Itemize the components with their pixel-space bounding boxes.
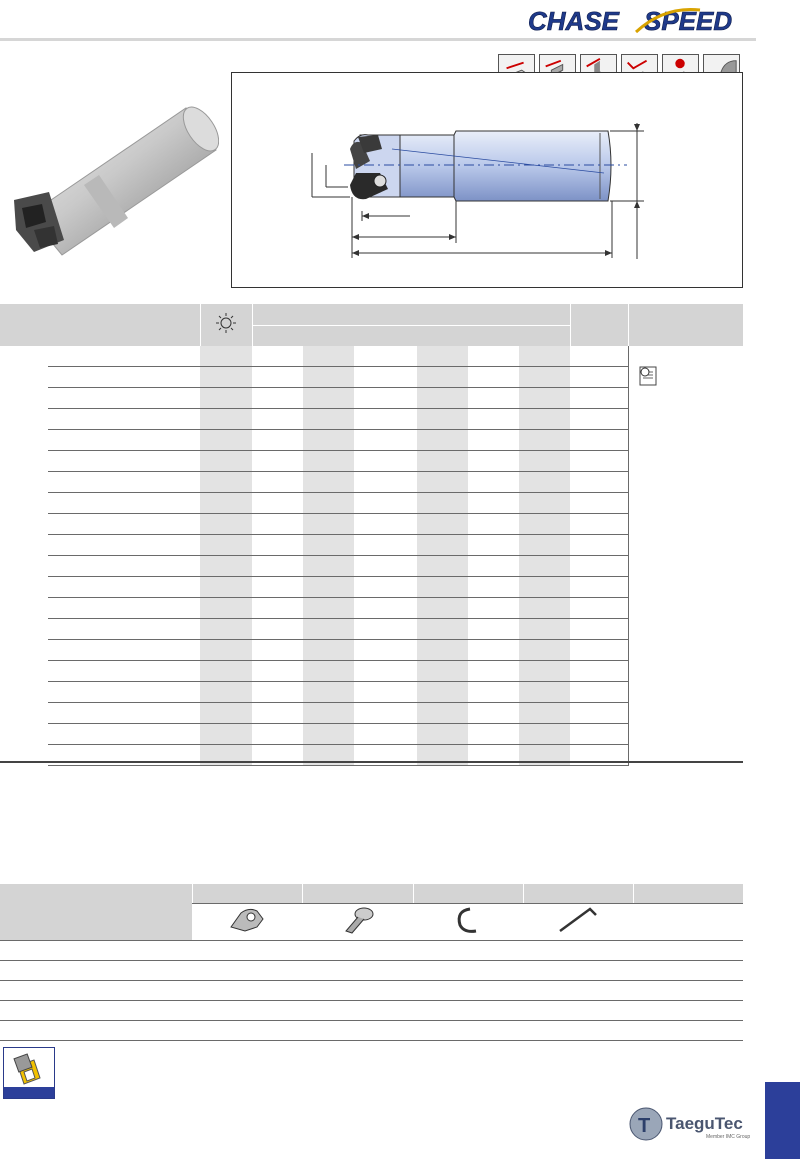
table-cell	[0, 661, 48, 682]
table-cell	[48, 451, 200, 472]
table-cell	[354, 535, 417, 556]
table-cell	[519, 682, 570, 703]
table-bottom-rule	[0, 761, 743, 763]
table-cell	[570, 346, 628, 367]
table-cell	[48, 514, 200, 535]
table-cell	[519, 724, 570, 745]
brand-part2: SPEED	[644, 6, 733, 36]
table-cell	[570, 640, 628, 661]
table-cell	[417, 535, 468, 556]
table-cell	[200, 388, 252, 409]
parts-cell	[633, 981, 743, 1001]
table-cell	[468, 556, 519, 577]
table-cell	[354, 472, 417, 493]
table-cell	[354, 346, 417, 367]
table-cell	[303, 346, 354, 367]
parts-cell	[413, 941, 523, 961]
table-cell	[48, 493, 200, 514]
spare-parts-table	[0, 884, 743, 1041]
ring-cell	[413, 904, 523, 941]
table-cell	[417, 367, 468, 388]
spec-table	[0, 304, 743, 766]
extra-cell	[633, 904, 743, 941]
parts-cell	[0, 961, 192, 981]
table-cell	[303, 640, 354, 661]
table-cell	[468, 535, 519, 556]
table-cell	[417, 577, 468, 598]
parts-cell	[302, 961, 413, 981]
table-cell	[303, 682, 354, 703]
parts-cell	[413, 981, 523, 1001]
table-cell	[48, 682, 200, 703]
table-cell	[200, 556, 252, 577]
table-cell	[417, 640, 468, 661]
table-cell	[519, 388, 570, 409]
spring-ring-icon	[448, 905, 488, 935]
table-cell	[468, 619, 519, 640]
parts-cell	[413, 961, 523, 981]
table-cell	[200, 682, 252, 703]
table-cell	[0, 556, 48, 577]
table-cell	[252, 577, 303, 598]
table-cell	[519, 598, 570, 619]
insert-note-icon	[4, 1048, 54, 1088]
parts-designation-header	[0, 884, 192, 941]
table-cell	[48, 535, 200, 556]
table-cell	[570, 661, 628, 682]
table-cell	[303, 619, 354, 640]
table-cell	[519, 367, 570, 388]
table-cell	[0, 577, 48, 598]
table-cell	[48, 367, 200, 388]
table-cell	[252, 661, 303, 682]
table-cell	[252, 472, 303, 493]
table-cell	[0, 367, 48, 388]
table-cell	[303, 703, 354, 724]
table-cell	[417, 451, 468, 472]
parts-cell	[0, 1001, 192, 1021]
parts-cell	[192, 1021, 302, 1041]
logo-text: TaeguTec	[666, 1114, 743, 1133]
logo-subtext: Member IMC Group	[706, 1134, 751, 1140]
table-cell	[570, 619, 628, 640]
table-cell	[0, 724, 48, 745]
table-cell	[303, 367, 354, 388]
table-cell	[252, 703, 303, 724]
dimension-diagram	[231, 72, 743, 288]
table-cell	[354, 451, 417, 472]
parts-cell	[523, 1001, 633, 1021]
table-cell	[48, 619, 200, 640]
table-cell	[48, 409, 200, 430]
table-cell	[252, 493, 303, 514]
table-cell	[519, 556, 570, 577]
screw-cell	[302, 904, 413, 941]
table-cell	[303, 472, 354, 493]
table-cell	[200, 367, 252, 388]
taegutec-logo	[628, 1106, 760, 1142]
brand-part1: CHASE	[528, 6, 620, 36]
table-cell	[519, 346, 570, 367]
table-cell	[0, 451, 48, 472]
table-cell	[303, 598, 354, 619]
insert-header	[628, 304, 743, 346]
parts-cell	[192, 961, 302, 981]
table-cell	[200, 346, 252, 367]
table-cell	[354, 409, 417, 430]
table-cell	[200, 661, 252, 682]
parts-cell	[302, 1001, 413, 1021]
table-cell	[252, 514, 303, 535]
table-cell	[468, 577, 519, 598]
table-cell	[519, 703, 570, 724]
table-cell	[570, 703, 628, 724]
table-cell	[200, 430, 252, 451]
table-cell	[200, 472, 252, 493]
table-cell	[417, 556, 468, 577]
table-cell	[354, 556, 417, 577]
parts-cell	[302, 1021, 413, 1041]
table-cell	[468, 724, 519, 745]
parts-cell	[633, 1001, 743, 1021]
table-cell	[570, 682, 628, 703]
table-cell	[200, 577, 252, 598]
table-cell	[200, 598, 252, 619]
table-cell	[48, 472, 200, 493]
table-cell	[303, 514, 354, 535]
table-cell	[303, 577, 354, 598]
table-cell	[417, 598, 468, 619]
end-mill-photo	[4, 100, 219, 260]
designation-header	[0, 304, 200, 346]
screw-icon	[338, 905, 378, 935]
table-cell	[468, 703, 519, 724]
table-cell	[570, 430, 628, 451]
parts-cell	[0, 941, 192, 961]
table-cell	[354, 598, 417, 619]
table-cell	[354, 640, 417, 661]
table-cell	[252, 346, 303, 367]
table-cell	[468, 388, 519, 409]
parts-cell	[413, 1021, 523, 1041]
table-cell	[570, 535, 628, 556]
table-cell	[570, 367, 628, 388]
table-cell	[0, 346, 48, 367]
parts-cell	[633, 941, 743, 961]
table-cell	[468, 367, 519, 388]
table-cell	[303, 724, 354, 745]
table-cell	[519, 472, 570, 493]
parts-cell	[633, 1021, 743, 1041]
table-cell	[417, 409, 468, 430]
clamp-cell	[192, 904, 302, 941]
table-cell	[519, 451, 570, 472]
table-cell	[303, 535, 354, 556]
table-cell	[200, 724, 252, 745]
table-cell	[570, 598, 628, 619]
table-cell	[417, 346, 468, 367]
table-cell	[0, 409, 48, 430]
brand-logo	[524, 4, 744, 36]
table-cell	[48, 640, 200, 661]
table-cell	[0, 388, 48, 409]
table-cell	[354, 619, 417, 640]
table-cell	[48, 703, 200, 724]
key-header	[523, 884, 633, 904]
table-cell	[0, 493, 48, 514]
table-cell	[417, 493, 468, 514]
table-cell	[303, 388, 354, 409]
table-cell	[252, 367, 303, 388]
parts-row	[0, 941, 743, 961]
table-cell	[354, 703, 417, 724]
table-cell	[519, 430, 570, 451]
table-cell	[252, 535, 303, 556]
parts-cell	[192, 981, 302, 1001]
table-cell	[570, 451, 628, 472]
table-cell	[303, 661, 354, 682]
insert-note-box	[3, 1047, 55, 1099]
table-cell	[354, 367, 417, 388]
table-cell	[468, 493, 519, 514]
table-cell	[570, 724, 628, 745]
table-cell	[417, 514, 468, 535]
table-cell	[200, 640, 252, 661]
table-cell	[570, 388, 628, 409]
table-cell	[519, 661, 570, 682]
table-cell	[519, 409, 570, 430]
table-cell	[354, 388, 417, 409]
table-cell	[354, 682, 417, 703]
extra-header	[633, 884, 743, 904]
table-cell	[200, 535, 252, 556]
svg-text:T: T	[638, 1115, 651, 1137]
ring-header	[413, 884, 523, 904]
table-cell	[354, 430, 417, 451]
table-cell	[200, 493, 252, 514]
magnifier-icon[interactable]	[637, 364, 661, 388]
table-cell	[48, 556, 200, 577]
parts-cell	[302, 941, 413, 961]
parts-cell	[523, 1021, 633, 1041]
parts-cell	[413, 1001, 523, 1021]
header-rule	[0, 38, 756, 41]
table-cell	[252, 619, 303, 640]
table-cell	[468, 430, 519, 451]
table-cell	[0, 430, 48, 451]
table-cell	[570, 493, 628, 514]
table-cell	[519, 640, 570, 661]
table-cell	[0, 514, 48, 535]
table-cell	[417, 703, 468, 724]
parts-cell	[523, 981, 633, 1001]
table-cell	[417, 724, 468, 745]
screw-header	[302, 884, 413, 904]
table-cell	[519, 577, 570, 598]
parts-row	[0, 981, 743, 1001]
table-cell	[354, 493, 417, 514]
insert-count-header	[200, 304, 252, 346]
table-cell	[417, 430, 468, 451]
table-cell	[200, 409, 252, 430]
table-cell	[252, 388, 303, 409]
table-cell	[519, 535, 570, 556]
table-cell	[252, 556, 303, 577]
table-cell	[468, 640, 519, 661]
table-cell	[48, 724, 200, 745]
parts-cell	[192, 941, 302, 961]
table-cell	[0, 703, 48, 724]
table-cell	[354, 514, 417, 535]
table-cell	[0, 682, 48, 703]
weight-header	[570, 304, 628, 346]
table-cell	[570, 577, 628, 598]
table-cell	[252, 430, 303, 451]
dimensions-subheader	[252, 325, 570, 346]
table-cell	[200, 514, 252, 535]
table-cell	[354, 661, 417, 682]
parts-cell	[0, 981, 192, 1001]
parts-cell	[523, 941, 633, 961]
table-cell	[468, 472, 519, 493]
table-cell	[354, 577, 417, 598]
clamp-icon	[227, 905, 267, 935]
table-cell	[0, 535, 48, 556]
table-cell	[48, 577, 200, 598]
table-cell	[252, 409, 303, 430]
table-cell	[252, 724, 303, 745]
table-cell	[519, 493, 570, 514]
table-cell	[417, 388, 468, 409]
parts-row	[0, 961, 743, 981]
parts-cell	[192, 1001, 302, 1021]
table-cell	[252, 682, 303, 703]
table-cell	[0, 472, 48, 493]
table-cell	[303, 430, 354, 451]
parts-cell	[0, 1021, 192, 1041]
parts-cell	[633, 961, 743, 981]
table-cell	[468, 346, 519, 367]
table-cell	[468, 514, 519, 535]
table-cell	[354, 724, 417, 745]
tool-drawing	[232, 73, 742, 287]
insert-count-icon	[215, 312, 237, 334]
table-cell	[252, 451, 303, 472]
table-cell	[48, 430, 200, 451]
table-cell	[252, 598, 303, 619]
key-cell	[523, 904, 633, 941]
table-cell	[252, 640, 303, 661]
table-cell	[468, 661, 519, 682]
table-cell	[468, 682, 519, 703]
table-cell	[570, 514, 628, 535]
table-cell	[48, 598, 200, 619]
table-cell	[200, 703, 252, 724]
table-cell	[303, 409, 354, 430]
parts-cell	[302, 981, 413, 1001]
table-cell	[570, 409, 628, 430]
table-cell	[417, 682, 468, 703]
table-cell	[48, 661, 200, 682]
section-side-tab	[765, 1082, 800, 1159]
table-cell	[468, 409, 519, 430]
table-cell	[48, 346, 200, 367]
table-cell	[468, 451, 519, 472]
table-cell	[200, 451, 252, 472]
table-cell	[0, 598, 48, 619]
table-cell	[303, 493, 354, 514]
table-cell	[468, 598, 519, 619]
table-cell	[0, 619, 48, 640]
table-cell	[519, 619, 570, 640]
parts-cell	[523, 961, 633, 981]
table-cell	[417, 472, 468, 493]
clamp-header	[192, 884, 302, 904]
table-cell	[48, 388, 200, 409]
dimensions-header	[252, 304, 570, 325]
table-cell	[570, 556, 628, 577]
table-cell	[519, 514, 570, 535]
parts-row	[0, 1021, 743, 1041]
table-row	[0, 346, 743, 367]
table-cell	[200, 619, 252, 640]
table-cell	[417, 619, 468, 640]
table-cell	[303, 451, 354, 472]
hex-key-icon	[556, 905, 600, 935]
table-cell	[417, 661, 468, 682]
table-cell	[303, 556, 354, 577]
table-cell	[0, 640, 48, 661]
insert-reference-cell	[628, 346, 743, 766]
table-cell	[570, 472, 628, 493]
parts-row	[0, 1001, 743, 1021]
